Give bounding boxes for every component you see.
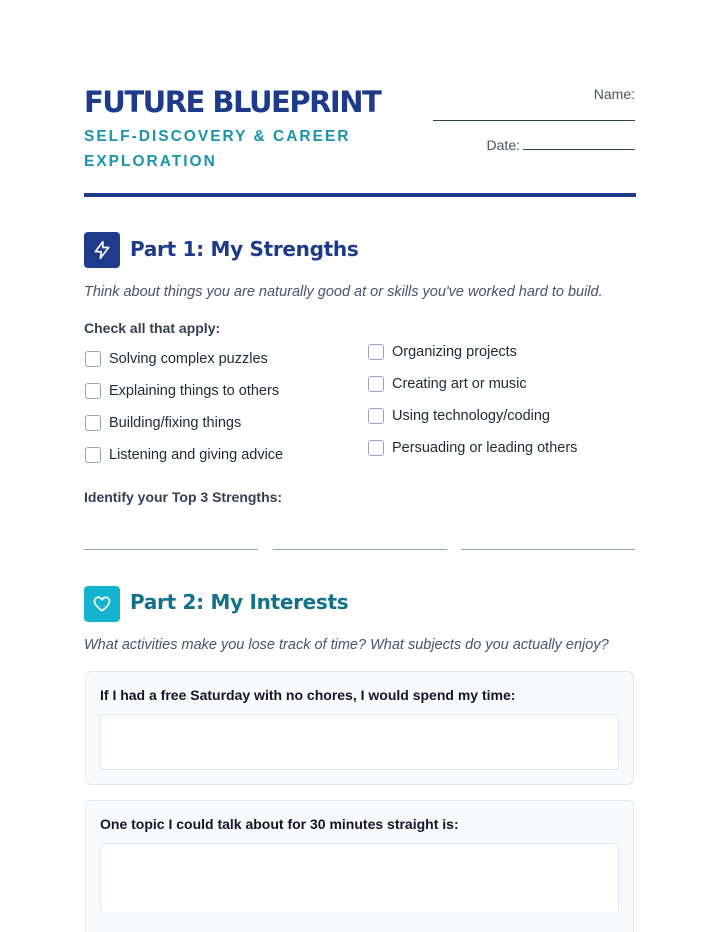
strength-option[interactable] — [368, 440, 577, 456]
worksheet-subtitle: SELF-DISCOVERY & CAREER EXPLORATION — [84, 128, 351, 170]
part1-title: Part 1: My Strengths — [130, 237, 359, 261]
strength-answer-line[interactable] — [273, 549, 447, 550]
strength-option[interactable] — [368, 408, 550, 424]
checkbox[interactable] — [368, 440, 384, 456]
name-label: Name: — [593, 86, 635, 102]
checkbox[interactable] — [85, 447, 101, 463]
date-field[interactable] — [523, 136, 635, 150]
option-label: Organizing projects — [392, 344, 517, 360]
option-label: Using technology/coding — [392, 408, 550, 424]
strength-option[interactable] — [85, 383, 279, 399]
strength-option[interactable] — [85, 415, 241, 431]
date-label: Date: — [486, 137, 520, 153]
checkbox[interactable] — [85, 351, 101, 367]
prompt-question: One topic I could talk about for 30 minutes straight is: — [100, 816, 459, 832]
checkbox[interactable] — [368, 408, 384, 424]
prompt-question: If I had a free Saturday with no chores, I would spend my time: — [100, 687, 516, 703]
prompt-card — [85, 671, 634, 785]
heart-icon — [84, 586, 120, 622]
lightning-icon — [84, 232, 120, 268]
option-label: Persuading or leading others — [392, 440, 578, 456]
option-label: Listening and giving advice — [109, 447, 284, 463]
date-row — [487, 136, 635, 153]
strength-option[interactable] — [85, 447, 283, 463]
part1-intro: Think about things you are naturally good at or skills you've worked hard to build. — [84, 284, 603, 300]
answer-box[interactable] — [100, 714, 619, 770]
check-all-label: Check all that apply: — [84, 320, 221, 336]
answer-box[interactable] — [100, 843, 619, 913]
header-divider — [84, 193, 636, 197]
option-label: Explaining things to others — [109, 383, 280, 399]
name-field[interactable] — [433, 120, 635, 121]
checkbox[interactable] — [368, 344, 384, 360]
strength-option[interactable] — [85, 351, 268, 367]
top3-label: Identify your Top 3 Strengths: — [84, 489, 283, 505]
checkbox[interactable] — [85, 415, 101, 431]
option-label: Solving complex puzzles — [109, 351, 268, 367]
strength-answer-line[interactable] — [84, 549, 258, 550]
option-label: Building/fixing things — [109, 415, 242, 431]
strength-option[interactable] — [368, 376, 527, 392]
part2-intro: What activities make you lose track of time? What subjects do you actually enjoy? — [84, 637, 609, 653]
strength-option[interactable] — [368, 344, 517, 360]
checkbox[interactable] — [85, 383, 101, 399]
part2-title: Part 2: My Interests — [130, 590, 349, 614]
worksheet-title: FUTURE BLUEPRINT — [84, 85, 381, 119]
prompt-card — [85, 800, 634, 932]
option-label: Creating art or music — [392, 376, 527, 392]
checkbox[interactable] — [368, 376, 384, 392]
strength-answer-line[interactable] — [461, 549, 635, 550]
